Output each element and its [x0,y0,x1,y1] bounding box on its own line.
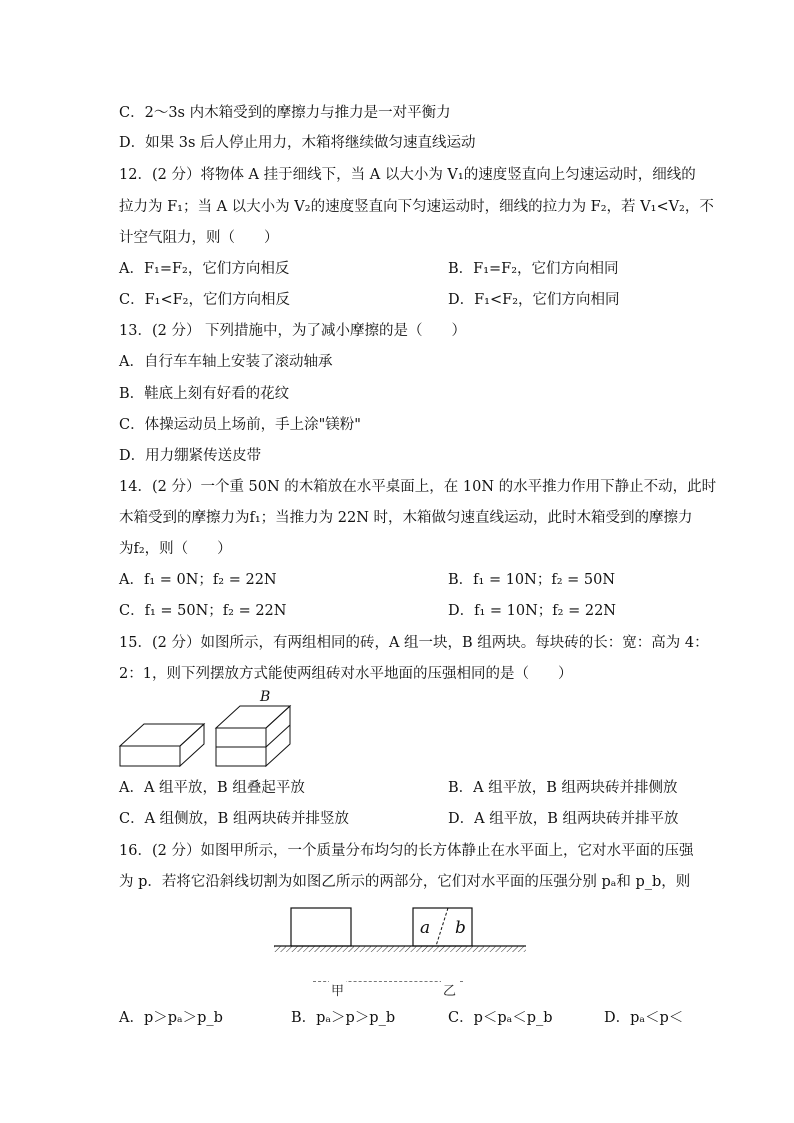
q16-option-d: D．pₐ＜p＜ [604,1010,684,1026]
part-b-label: b [455,918,466,938]
brick-groups-figure [114,686,304,772]
q12-stem-line2: 拉力为 F₁；当 A 以大小为 V₂的速度竖直向下匀速运动时，细线的拉力为 F₂，若 V₁<V₂，不 [119,199,714,215]
q14-stem-line3: 为f₂，则（ ） [119,541,232,557]
q15-option-c: C．A 组侧放，B 组两块砖并排竖放 [119,811,349,827]
q14-option-c: C．f₁ = 50N；f₂ = 22N [119,603,287,619]
q15-option-d: D．A 组平放，B 组两块砖并排平放 [448,811,679,827]
q14-stem-line2: 木箱受到的摩擦力为f₁；当推力为 22N 时，木箱做匀速直线运动，此时木箱受到的摩擦力 [119,510,693,526]
q15-stem-line1: 15．(2 分）如图所示，有两组相同的砖，A 组一块，B 组两块。每块砖的长：宽：高为 4： [119,635,709,651]
block-jia [291,908,351,946]
q13-stem: 13．(2 分） 下列措施中，为了减小摩擦的是（ ） [119,323,467,339]
q12-option-b: B．F₁=F₂，它们方向相同 [448,261,619,277]
ground-hatch [274,946,526,952]
brick-a-side [180,724,204,766]
q12-option-a: A．F₁=F₂，它们方向相反 [119,261,290,277]
q16-option-c: C．p＜pₐ＜p_b [448,1010,553,1026]
q12-option-d: D．F₁<F₂，它们方向相同 [448,292,620,308]
cut-line [436,908,448,946]
q14-stem-line1: 14．(2 分）一个重 50N 的木箱放在水平桌面上，在 10N 的水平推力作用下静止不动，此时 [119,479,717,495]
block-cut-figure [270,900,530,960]
q15-option-b: B．A 组平放，B 组两块砖并排侧放 [448,780,678,796]
q13-option-b: B．鞋底上刻有好看的花纹 [119,386,290,402]
q14-option-a: A．f₁ = 0N；f₂ = 22N [119,572,277,588]
q15-option-a: A．A 组平放，B 组叠起平放 [119,780,305,796]
q16-stem-line2: 为 p．若将它沿斜线切割为如图乙所示的两部分，它们对水平面的压强分别 pₐ和 p_b，则 [119,874,691,890]
q14-option-d: D．f₁ = 10N；f₂ = 22N [448,603,616,619]
caption-jia: 甲 [329,980,346,999]
prev-option-c: C．2～3s 内木箱受到的摩擦力与推力是一对平衡力 [119,105,451,121]
caption-yi: 乙 [441,980,458,999]
q14-option-b: B．f₁ = 10N；f₂ = 50N [448,572,616,588]
q12-stem-line3: 计空气阻力，则（ ） [119,230,279,246]
q16-stem-line1: 16．(2 分）如图甲所示，一个质量分布均匀的长方体静止在水平面上，它对水平面的压强 [119,843,694,859]
q15-stem-line2: 2：1，则下列摆放方式能使两组砖对水平地面的压强相同的是（ ） [119,666,573,682]
prev-option-d: D．如果 3s 后人停止用力，木箱将继续做匀速直线运动 [119,135,476,151]
q12-stem-line1: 12．(2 分）将物体 A 挂于细线下，当 A 以大小为 V₁的速度竖直向上匀速运动时，细线的 [119,167,696,183]
brick-b-top [216,706,290,728]
q13-option-a: A．自行车车轴上安装了滚动轴承 [119,354,333,370]
q16-option-a: A．p＞pₐ＞p_b [119,1010,223,1026]
q13-option-d: D．用力绷紧传送皮带 [119,448,262,464]
brick-a-front [120,746,180,766]
part-a-label: a [420,918,431,938]
brick-b-side-divider [266,725,290,747]
brick-b-label: B [260,689,271,705]
q16-option-b: B．pₐ＞p＞p_b [291,1010,396,1026]
q13-option-c: C．体操运动员上场前，手上涂"镁粉" [119,417,361,433]
q12-option-c: C．F₁<F₂，它们方向相反 [119,292,290,308]
